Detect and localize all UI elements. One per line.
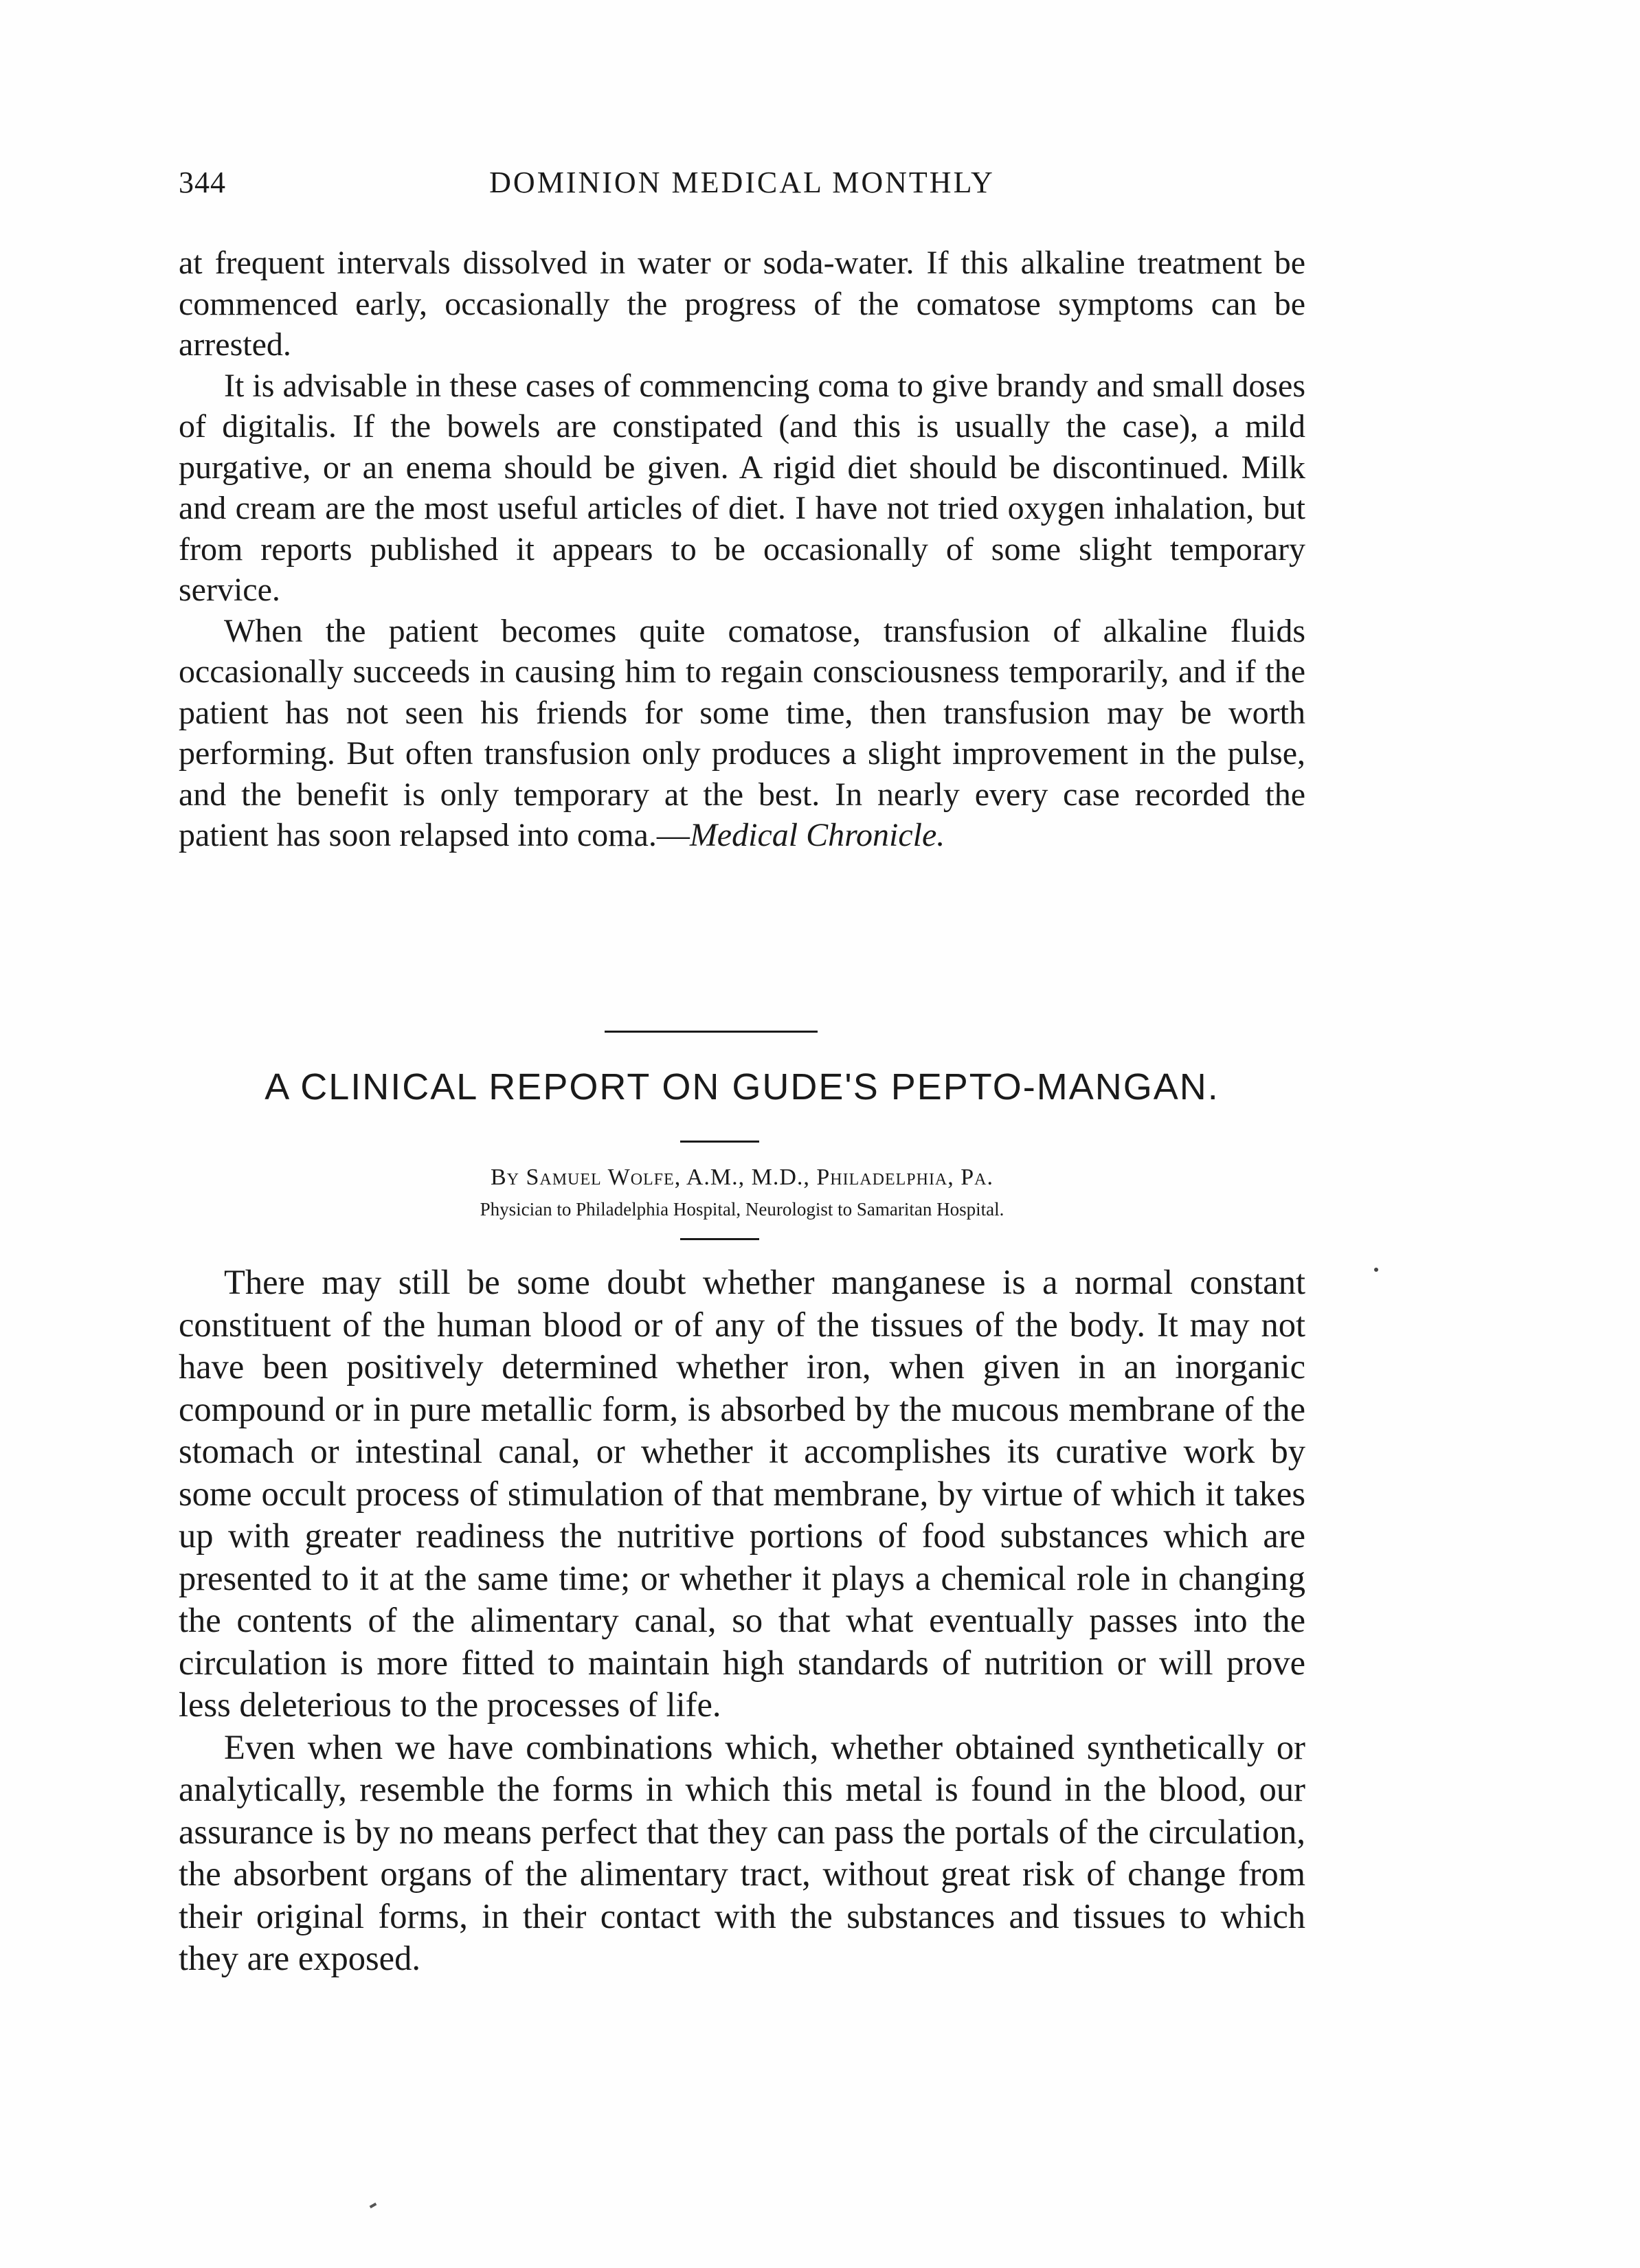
article-body <box>179 1261 1305 1980</box>
print-speck <box>1374 1268 1378 1272</box>
paragraph-text: When the patient becomes quite comatose, transfusion of alkaline fluids occasionally succeeds in causing him to regain consciousness temporarily, and if the patient has not seen his friends for some time, then transfusion may be worth performing. But often transfusion only produces a slight improvement in the pulse, and the benefit is only temporary at the best. In nearly every case recorded the patient has soon relapsed into coma.— <box>179 612 1305 853</box>
continued-article-text <box>179 243 1305 856</box>
print-speck <box>370 2203 377 2208</box>
author-byline: By Samuel Wolfe, A.M., M.D., Philadelphia, Pa. <box>490 1165 994 1190</box>
article-title: A CLINICAL REPORT ON GUDE'S PEPTO-MANGAN. <box>265 1066 1220 1108</box>
paragraph <box>179 611 1305 856</box>
byline-rule <box>680 1238 759 1240</box>
paragraph: Even when we have combinations which, whether obtained synthetically or analytically, resemble the forms in which this metal is found in the blood, our assurance is by no means perfect that they can pass the portals of the circulation, the absorbent organs of the alimentary tract, without great risk of change from their original forms, in their contact with the substances and tissues to which they are exposed. <box>179 1727 1305 1977</box>
paragraph: There may still be some doubt whether manganese is a normal constant constituent of the human blood or of any of the tissues of the body. It may not have been positively determined whether iron, when given in an inorganic compound or in pure metallic form, is absorbed by the mucous membrane of the stomach or intestinal canal, or whether it accomplishes its curative work by some occult process of stimulation of that membrane, by virtue of which it takes up with greater readiness the nutritive portions of food substances which are presented to it at the same time; or whether it plays a chemical role in changing the contents of the alimentary canal, so that what eventually passes into the circulation is more fitted to maintain high standards of nutrition or will prove less deleterious to the processes of life. <box>179 1263 1305 1724</box>
title-rule <box>680 1141 759 1143</box>
running-head <box>179 165 1305 213</box>
paragraph: It is advisable in these cases of commencing coma to give brandy and small doses of digitalis. If the bowels are constipated (and this is usually the case), a mild purgative, or an enema should be given. A rigid diet should be discontinued. Milk and cream are the most useful articles of diet. I have not tried oxygen inhalation, but from reports published it appears to be occasionally of some slight temporary service. <box>179 367 1305 608</box>
journal-title: DOMINION MEDICAL MONTHLY <box>489 166 995 199</box>
paragraph: at frequent intervals dissolved in water or soda-water. If this alkaline treatment be commenced early, occasionally the progress of the comatose symptoms can be arrested. <box>179 245 1305 363</box>
author-affiliation: Physician to Philadelphia Hospital, Neurologist to Samaritan Hospital. <box>480 1199 1004 1220</box>
section-divider <box>605 1031 818 1033</box>
source-citation: Medical Chronicle. <box>689 817 945 853</box>
page-number: 344 <box>179 166 226 199</box>
